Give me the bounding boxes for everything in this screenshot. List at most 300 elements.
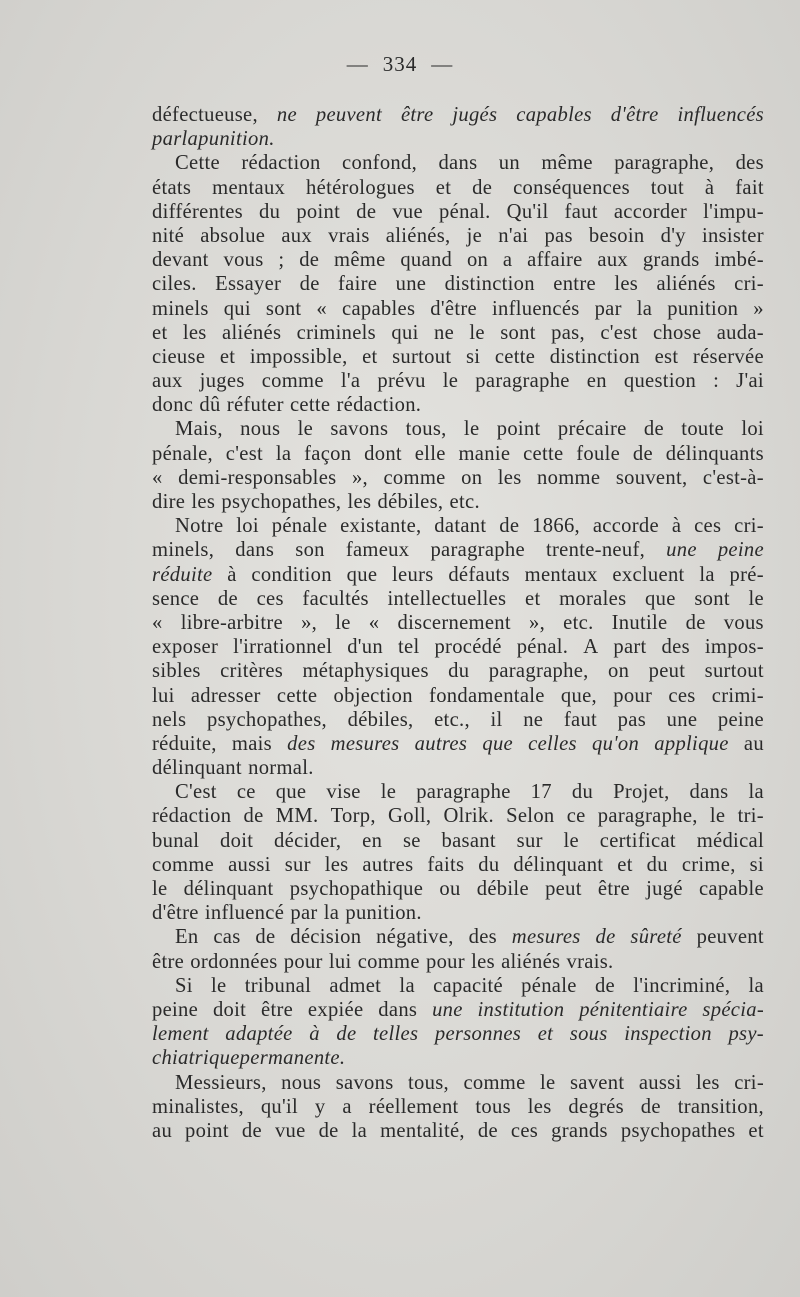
text-line [152,804,764,828]
word: lement [152,1023,209,1046]
word: défauts [448,563,510,586]
word: : [713,370,720,393]
word: ne [433,321,455,344]
word: paragraphe [430,539,525,562]
word: adaptée [225,1023,293,1046]
word: je [466,224,483,247]
word: ces [256,587,284,610]
word: n'ai [498,224,529,247]
word: elle [414,442,446,465]
word: du [571,781,594,804]
text-line [152,345,764,369]
word: ces [668,684,696,707]
word: « [368,611,380,634]
word: Messieurs, [175,1071,267,1094]
word: grands [551,1119,608,1142]
word: celles [528,732,577,755]
word: et [617,853,633,876]
word: de [643,418,664,441]
word: Notre [175,515,224,538]
word: capables [516,104,592,126]
word: par [594,297,622,320]
word: Si [175,974,193,997]
word: comme [261,370,324,393]
word: des [735,152,764,175]
word: de [299,273,320,296]
word: toute [681,418,724,441]
word: sont [265,297,302,320]
word: pénitentiaire [579,998,688,1021]
word: influencés [491,297,580,320]
word: de [632,442,653,465]
word: à [671,515,682,538]
word: du [259,200,281,223]
word: C'est [175,781,217,804]
word: normal. [248,757,314,780]
text-line [152,103,764,127]
word: psychopathes [620,1119,736,1142]
word: qui [391,321,419,344]
word: être [400,104,434,126]
text-line [152,297,764,321]
word: ne [276,104,297,126]
word: dans [235,539,275,562]
word: la [399,974,415,997]
text-line [152,780,764,804]
text-line [152,829,764,853]
word: sont [500,321,536,344]
word: ciles. [152,273,197,296]
word: une [395,273,427,296]
word: aussi [638,1071,682,1094]
word: comme [463,1071,526,1094]
word: morales [559,587,627,610]
text-line [152,442,764,466]
word: le [748,587,764,610]
word: les [324,853,349,876]
word: applique [654,732,729,755]
word: on [608,660,630,683]
word: peine [717,708,764,731]
word: la [748,781,764,804]
word: d'être [610,104,659,126]
word: ordonnées [190,950,278,973]
text-line [152,587,764,611]
word: capables [342,297,416,320]
word: négative, [376,926,454,949]
word: mentalité, [380,1119,465,1142]
word: capacité [433,974,503,997]
word: juges [199,370,245,393]
word: rédaction [152,805,232,828]
word: psychopathique [289,878,424,900]
word: de [477,1119,498,1142]
word: sont [694,587,730,610]
word: on [466,249,489,272]
word: comme [383,466,446,489]
word: J'ai [736,370,764,393]
word: Torp, [330,805,376,828]
word: pénale [521,974,577,997]
word: punition. [345,902,422,925]
word: paragraphe, [614,152,715,175]
text-line [152,684,764,708]
word: de [356,200,377,223]
word: 17 [530,781,552,804]
word: tous [475,1095,511,1118]
word: savent [569,1071,625,1094]
word: de [299,249,320,272]
word: absolue [200,224,266,247]
word: aux [597,249,629,272]
word: les [527,1095,552,1118]
word: au [152,1119,173,1142]
word: débile [476,878,529,900]
word: façon [304,442,352,465]
word: punition. [198,128,275,151]
word: », [529,611,546,634]
text-line [152,1046,764,1070]
word: a [502,249,513,272]
word: en [362,829,383,852]
word: de [336,1023,357,1046]
word: le [469,321,485,344]
word: souvent, [615,466,688,489]
word: rédaction [241,152,321,175]
text-line [152,563,764,587]
word: que [275,781,307,804]
word: et [748,1119,764,1142]
word: condition [251,563,332,586]
word: délinquants [665,442,764,465]
word: vrais. [566,950,614,973]
word: pénale [271,515,328,538]
word: 1866, [532,515,580,538]
word: dans [378,998,418,1021]
word: « [152,466,163,489]
word: pas [544,224,573,247]
word: tri- [737,805,764,828]
word: Goll, [388,805,432,828]
word: lui [328,950,352,973]
word: aux [152,370,183,393]
dash-left: — [346,52,369,76]
word: minels, [152,539,215,562]
word: sur [516,829,543,852]
text-line [152,176,764,200]
text-line [152,393,764,417]
word: et [362,345,378,368]
word: procédé [434,636,502,659]
word: au [743,732,764,755]
word: savons [330,418,389,441]
word: pour [613,684,653,707]
word: du [448,660,470,683]
word: en [586,370,607,393]
word: discernement [397,611,511,634]
word: d'y [660,224,686,247]
word: un [498,152,520,175]
word: l'impu- [703,200,764,223]
text-line [152,272,764,296]
word: peuvent [315,104,382,126]
text-line [152,901,764,925]
word: fait [735,176,764,199]
word: leurs [392,563,434,586]
word: nomme [537,466,601,489]
word: peine [717,539,764,562]
word: Essayer [215,273,282,296]
word: débiles, [347,708,414,731]
word: exposer [152,636,219,659]
dash-right: — [431,52,454,76]
word: etc., [434,708,470,731]
word: les [182,321,207,344]
word: aliénés, [385,224,451,247]
word: être [261,998,294,1021]
word: une [666,708,698,731]
word: le [463,418,480,441]
word: faire [338,273,378,296]
word: les [614,273,639,296]
word: savons [335,1071,394,1094]
word: sur [284,853,311,876]
word: sûreté [630,926,682,949]
word: par [290,902,318,925]
word: tel [397,636,420,659]
word: objection [333,684,413,707]
word: critères [220,660,284,683]
word: tribunal [244,974,312,997]
word: ; [278,249,285,272]
word: que [482,732,513,755]
word: jugé [646,878,683,900]
word: son [295,539,325,562]
text-line [152,417,764,441]
word: à [704,176,715,199]
word: réellement [368,1095,459,1118]
word: chose [652,321,702,344]
word: tout [650,176,685,199]
word: punition [667,297,739,320]
word: », [351,466,368,489]
word: nels [152,708,187,731]
word: spécia- [702,998,764,1021]
word: imbé- [714,249,764,272]
word: pré- [729,563,764,586]
word: existante, [340,515,422,538]
word: mesures [511,926,581,949]
word: loi [236,515,259,538]
word: cette [289,394,331,417]
word: minalistes, [152,1095,244,1118]
word: délinquant [513,853,604,876]
word: cette [494,345,536,368]
word: réfuter [226,394,284,417]
word: Qu'il [506,200,549,223]
text-line [152,514,764,538]
word: psychopathes, [221,491,342,513]
word: paragraphe, [488,660,589,683]
word: etc. [563,611,594,634]
word: mais [231,732,272,755]
word: il [490,708,503,731]
word: basant [441,829,496,852]
word: la [351,1119,368,1142]
word: aliénés [222,321,282,344]
word: mentaux [524,563,598,586]
word: personnes [434,1023,522,1046]
text-line [152,466,764,490]
word: ce [236,781,256,804]
page-number: 334 [382,52,418,76]
word: comme [357,950,420,973]
word: faut [563,708,598,731]
word: trente-neuf, [545,539,646,562]
word: expiée [307,998,364,1021]
word: cri- [734,1071,764,1094]
text-line [152,248,764,272]
word: d'être [430,297,477,320]
word: cette [276,684,318,707]
text-line [152,925,764,949]
word: Selon [506,805,555,828]
word: hétérologues [306,176,415,199]
word: autres [414,732,468,755]
word: impossible, [249,345,348,368]
word: permanente. [239,1047,346,1070]
word: vue [392,200,423,223]
word: délinquant [183,878,274,900]
text-line [152,950,764,974]
word: les [695,1071,720,1094]
word: tous, [408,1071,449,1094]
text-line [152,611,764,635]
text-line [152,200,764,224]
word: des [661,636,690,659]
word: une [666,539,697,562]
word: qu'on [592,732,640,755]
word: l'irrationnel [233,636,333,659]
word: comme [152,853,215,876]
word: cri- [734,515,764,538]
word: psychopathes, [206,708,327,731]
word: etc. [449,491,480,513]
word: être [152,950,185,973]
word: peut [545,878,582,900]
word: réduite, [152,732,217,755]
word: jugés [452,104,498,126]
word: et [219,345,236,368]
word: les [471,950,495,973]
word: mentaux [212,176,286,199]
word: de [255,926,276,949]
word: pour [283,950,323,973]
word: la [699,563,715,586]
word: psy- [728,1023,764,1046]
word: dont [364,442,402,465]
word: aliénés [501,950,561,973]
word: a [342,1095,352,1118]
word: défectueuse, [152,104,258,126]
word: Mais, [175,418,223,441]
word: point [296,200,341,223]
word: tous, [405,418,447,441]
word: la [323,902,340,925]
word: de [241,1119,262,1142]
word: pénal. [516,636,569,659]
word: entre [553,273,596,296]
word: Projet, [613,781,670,804]
page-number-header [0,52,800,77]
word: pénale, [152,442,213,465]
word: datant [434,515,487,538]
word: sibles [152,660,201,683]
word: débiles, [377,491,444,513]
word: y [314,1095,326,1118]
word: le [211,974,227,997]
word: faut [564,200,598,223]
word: minels [152,297,209,320]
word: accorder [613,200,688,223]
word: cas [213,926,241,949]
text-line [152,127,764,151]
text-line [152,1095,764,1119]
word: précaire [557,418,627,441]
word: vous [723,611,764,634]
word: ou [439,878,461,900]
word: « [316,297,328,320]
word: réservée [692,345,764,368]
word: et [152,321,168,344]
word: MM. [275,805,319,828]
word: grands [642,249,700,272]
word: si [749,853,764,876]
word: paragraphe, [597,805,698,828]
text-line [152,635,764,659]
word: confond, [342,152,418,175]
word: de [318,1119,339,1142]
word: la [636,297,653,320]
word: impos- [704,636,764,659]
word: médical [696,829,764,852]
word: distinction [549,345,641,368]
word: peuvent [696,926,764,949]
word: c'est-à- [702,466,764,489]
text-line [152,998,764,1022]
word: facultés [302,587,369,610]
word: A [583,636,599,659]
word: à [227,563,237,586]
word: et [537,1023,554,1046]
word: dans [438,152,478,175]
word: capable [698,878,764,900]
word: lui [152,684,175,707]
word: se [402,829,421,852]
word: quand [400,249,453,272]
text-line [152,853,764,877]
word: de [594,974,615,997]
text-line [152,321,764,345]
word: être [597,878,630,900]
word: besoin [588,224,645,247]
word: d'un [347,636,384,659]
word: rédaction. [336,394,422,417]
word: faits [427,853,465,876]
word: la [748,974,764,997]
word: En [175,926,199,949]
word: crime, [681,853,736,876]
